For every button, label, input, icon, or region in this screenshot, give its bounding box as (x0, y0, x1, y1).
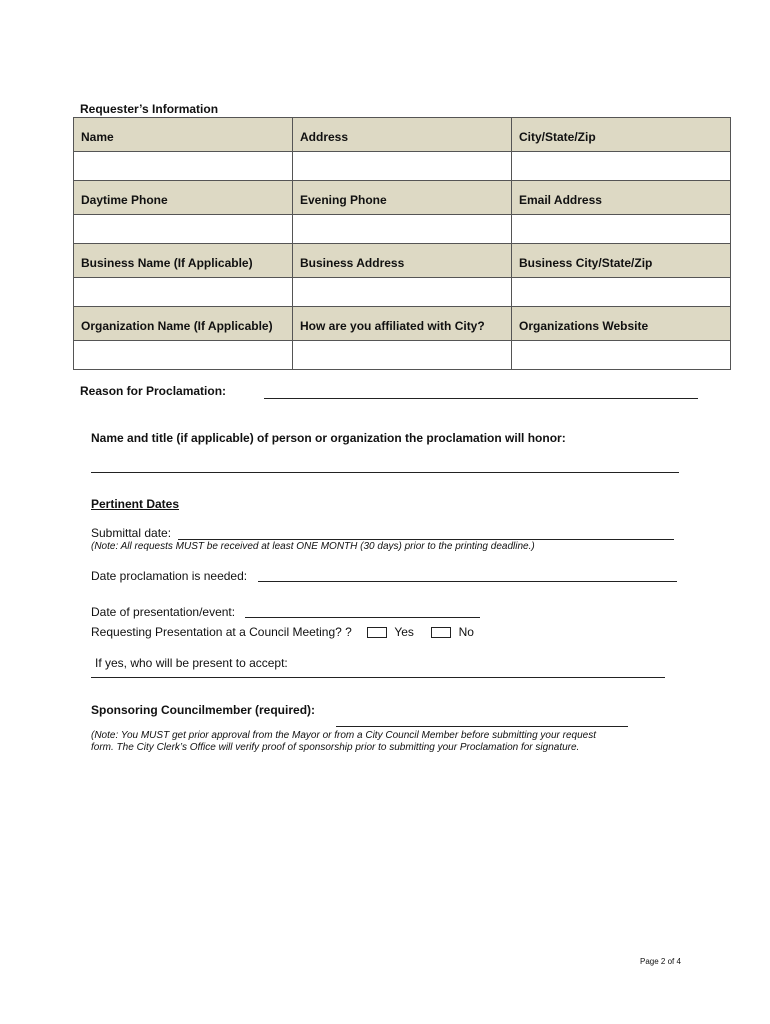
email-address-label: Email Address (512, 181, 731, 215)
sponsor-label: Sponsoring Councilmember (required): (91, 703, 316, 717)
name-label: Name (74, 118, 293, 152)
reason-label: Reason for Proclamation: (80, 384, 227, 398)
table-header-row (74, 244, 731, 278)
page-number: Page 2 of 4 (640, 957, 681, 966)
business-address-label: Business Address (293, 244, 512, 278)
organization-name-label: Organization Name (If Applicable) (74, 307, 293, 341)
accept-label: If yes, who will be present to accept: (95, 656, 288, 670)
address-label: Address (293, 118, 512, 152)
presentation-date-label: Date of presentation/event: (91, 605, 236, 619)
requester-info-table (73, 117, 731, 370)
date-needed-line[interactable] (258, 581, 677, 582)
no-checkbox[interactable] (431, 627, 451, 638)
accept-line[interactable] (91, 677, 665, 678)
submittal-date-line[interactable] (178, 539, 674, 540)
affiliation-label: How are you affiliated with City? (293, 307, 512, 341)
daytime-phone-label: Daytime Phone (74, 181, 293, 215)
address-field[interactable] (293, 152, 512, 181)
organization-website-field[interactable] (512, 341, 731, 370)
table-header-row (74, 118, 731, 152)
business-city-state-zip-field[interactable] (512, 278, 731, 307)
affiliation-field[interactable] (293, 341, 512, 370)
table-header-row (74, 181, 731, 215)
evening-phone-field[interactable] (293, 215, 512, 244)
council-meeting-row (91, 625, 474, 639)
table-input-row (74, 152, 731, 181)
organization-website-label: Organizations Website (512, 307, 731, 341)
daytime-phone-field[interactable] (74, 215, 293, 244)
no-label: No (458, 625, 474, 639)
table-header-row (74, 307, 731, 341)
presentation-date-line[interactable] (245, 617, 480, 618)
table-input-row (74, 341, 731, 370)
submittal-date-label: Submittal date: (91, 526, 172, 540)
honor-label: Name and title (if applicable) of person or organization the proclamation will honor: (91, 431, 566, 445)
honor-line[interactable] (91, 472, 679, 473)
sponsor-note (91, 730, 596, 754)
business-address-field[interactable] (293, 278, 512, 307)
reason-line[interactable] (264, 398, 698, 399)
submittal-note: (Note: All requests MUST be received at least ONE MONTH (30 days) prior to the printing deadline.) (91, 541, 535, 552)
sponsor-note-line1: (Note: You MUST get prior approval from the Mayor or from a City Council Member before submitting your request (91, 730, 597, 741)
sponsor-note-line2: form. The City Clerk’s Office will verify proof of sponsorship prior to submitting your Proclamation for signature. (91, 742, 580, 753)
name-field[interactable] (74, 152, 293, 181)
organization-name-field[interactable] (74, 341, 293, 370)
city-state-zip-field[interactable] (512, 152, 731, 181)
yes-checkbox[interactable] (367, 627, 387, 638)
section-title: Requester’s Information (80, 102, 219, 116)
table-input-row (74, 215, 731, 244)
date-needed-label: Date proclamation is needed: (91, 569, 248, 583)
sponsor-line[interactable] (336, 726, 628, 727)
pertinent-dates-heading: Pertinent Dates (91, 497, 180, 511)
evening-phone-label: Evening Phone (293, 181, 512, 215)
city-state-zip-label: City/State/Zip (512, 118, 731, 152)
yes-label: Yes (394, 625, 414, 639)
business-name-field[interactable] (74, 278, 293, 307)
business-name-label: Business Name (If Applicable) (74, 244, 293, 278)
email-address-field[interactable] (512, 215, 731, 244)
table-input-row (74, 278, 731, 307)
council-meeting-question: Requesting Presentation at a Council Meeting? ? (91, 625, 352, 639)
business-city-state-zip-label: Business City/State/Zip (512, 244, 731, 278)
